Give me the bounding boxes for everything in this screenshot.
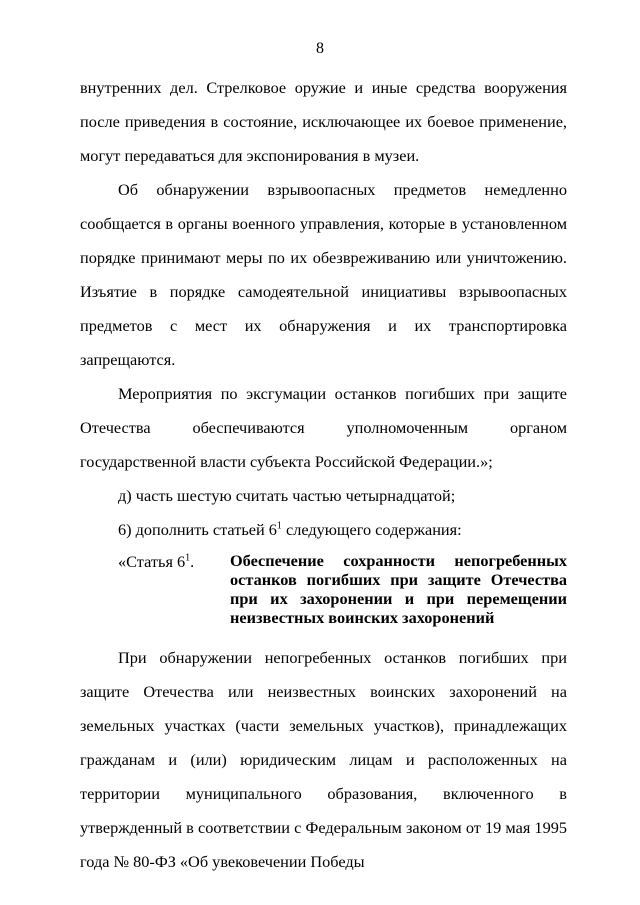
paragraph-item-6 — [80, 513, 567, 547]
item-6-text-before: 6) дополнить статьей 6 — [118, 520, 277, 539]
paragraph-item-d: д) часть шестую считать частью четырнадцатой; — [118, 486, 456, 505]
page-number: 8 — [316, 40, 324, 57]
article-heading — [80, 551, 567, 627]
paragraph-remains-discovery: При обнаружении непогребенных останков погибших при защите Отечества или неизвестных воинских захоронений на земельных участках (части земельных участков), принадлежащих гражданам и (или) юридическим лицам и расположенных на территории муниципального образования, включенного в утвержденный в соответствии с Федеральным законом от 19 мая 1995 года № 80-ФЗ «Об увековечении Победы — [80, 648, 567, 871]
item-6-text-after: следующего содержания: — [281, 520, 462, 539]
article-label-suffix: . — [190, 552, 195, 571]
article-title: Обеспечение сохранности непогребенных останков погибших при защите Отечества при их захоронении и при перемещении неизвестных воинских захоронений — [230, 551, 567, 627]
paragraph-exhumation: Мероприятия по эксгумации останков погибших при защите Отечества обеспечиваются уполномоченным органом государственной власти субъекта Российской Федерации.»; — [80, 384, 567, 471]
article-label-superscript: 1 — [185, 552, 191, 564]
article-label — [80, 551, 230, 627]
document-body — [80, 71, 567, 879]
paragraph-explosives: Об обнаружении взрывоопасных предметов немедленно сообщается в органы военного управления, которые в установленном порядке принимают меры по их обезвреживанию или уничтожению. Изъятие в порядке самодеятельной инициативы взрывоопасных предметов с мест их обнаружения и их транспортировка запрещаются. — [80, 180, 567, 369]
item-6-superscript: 1 — [276, 520, 282, 532]
article-label-prefix: «Статья 6 — [118, 552, 186, 571]
paragraph-weapons-museum: внутренних дел. Стрелковое оружие и иные средства вооружения после приведения в состояние, исключающее их боевое применение, могут передаваться для экспонирования в музеи. — [80, 78, 567, 165]
